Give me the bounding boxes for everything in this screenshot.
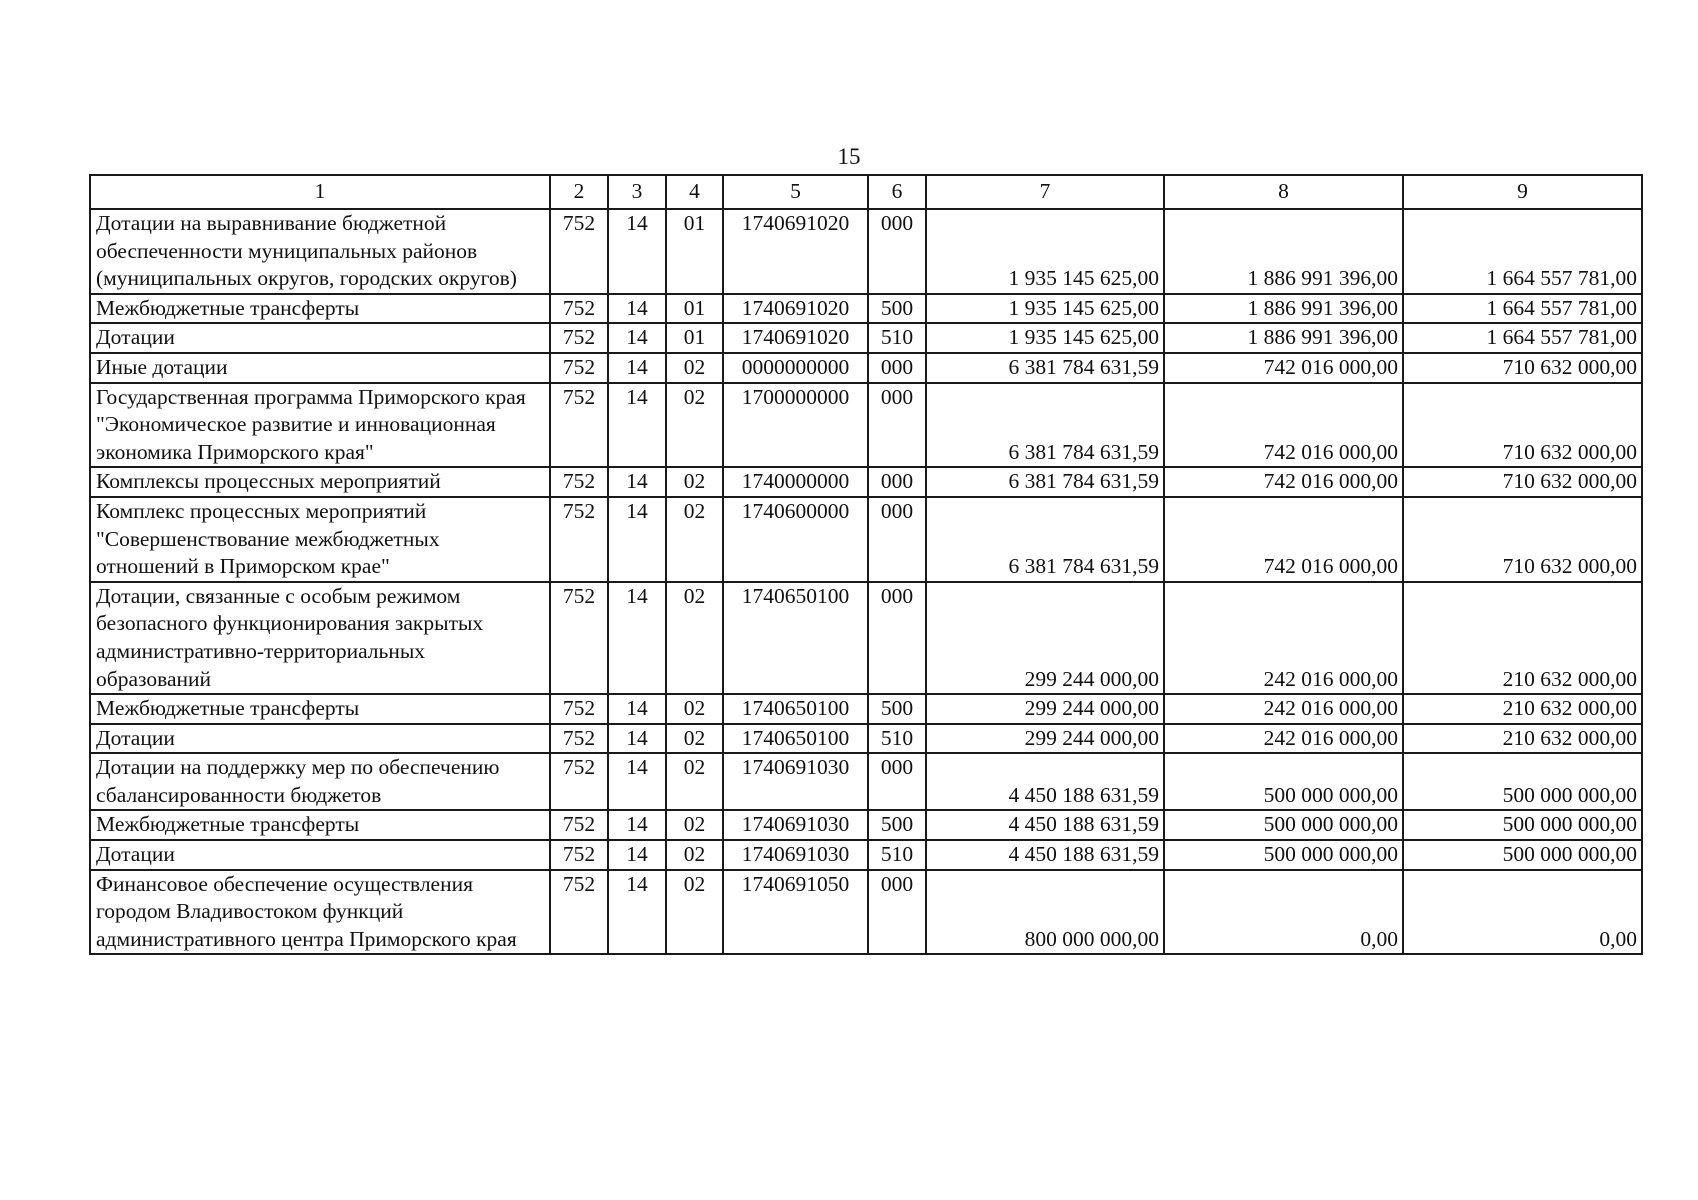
row-code-col6: 510 (868, 724, 926, 754)
row-name: Дотации (90, 323, 550, 353)
row-name: Дотации на поддержку мер по обеспечению сбалансированности бюджетов (90, 753, 550, 810)
row-code-col3: 14 (608, 724, 666, 754)
row-amount-col8: 1 886 991 396,00 (1164, 323, 1403, 353)
column-header: 9 (1403, 175, 1642, 209)
table-row (90, 582, 1642, 694)
row-amount-col7: 299 244 000,00 (926, 724, 1164, 754)
row-code-col5: 1700000000 (723, 383, 868, 468)
row-code-col3: 14 (608, 294, 666, 324)
row-code-col4: 02 (666, 870, 723, 955)
row-name: Межбюджетные трансферты (90, 694, 550, 724)
row-name: Финансовое обеспечение осуществления городом Владивостоком функций административного центра Приморского края (90, 870, 550, 955)
row-code-col5: 1740691050 (723, 870, 868, 955)
row-amount-col8: 1 886 991 396,00 (1164, 294, 1403, 324)
row-amount-col9: 500 000 000,00 (1403, 753, 1642, 810)
row-code-col5: 1740650100 (723, 582, 868, 694)
row-code-col4: 02 (666, 840, 723, 870)
row-amount-col7: 6 381 784 631,59 (926, 497, 1164, 582)
row-amount-col8: 242 016 000,00 (1164, 582, 1403, 694)
row-name: Дотации, связанные с особым режимом безопасного функционирования закрытых административно-территориальных образований (90, 582, 550, 694)
row-code-col3: 14 (608, 467, 666, 497)
row-code-col2: 752 (550, 467, 608, 497)
row-code-col5: 1740691030 (723, 840, 868, 870)
column-header: 5 (723, 175, 868, 209)
row-code-col6: 000 (868, 870, 926, 955)
row-amount-col9: 1 664 557 781,00 (1403, 323, 1642, 353)
row-name: Государственная программа Приморского края "Экономическое развитие и инновационная экономика Приморского края" (90, 383, 550, 468)
row-amount-col7: 299 244 000,00 (926, 582, 1164, 694)
row-code-col4: 02 (666, 724, 723, 754)
row-amount-col8: 742 016 000,00 (1164, 383, 1403, 468)
row-amount-col8: 0,00 (1164, 870, 1403, 955)
row-amount-col8: 242 016 000,00 (1164, 724, 1403, 754)
row-code-col5: 1740691030 (723, 810, 868, 840)
row-code-col5: 1740691020 (723, 209, 868, 294)
column-header: 4 (666, 175, 723, 209)
row-amount-col8: 500 000 000,00 (1164, 810, 1403, 840)
row-code-col2: 752 (550, 840, 608, 870)
row-amount-col9: 210 632 000,00 (1403, 582, 1642, 694)
row-name: Дотации (90, 840, 550, 870)
row-code-col2: 752 (550, 724, 608, 754)
row-code-col2: 752 (550, 294, 608, 324)
table-row (90, 383, 1642, 468)
row-amount-col9: 710 632 000,00 (1403, 467, 1642, 497)
table-row (90, 870, 1642, 955)
row-code-col3: 14 (608, 753, 666, 810)
row-code-col5: 1740650100 (723, 724, 868, 754)
row-code-col6: 000 (868, 497, 926, 582)
row-code-col4: 01 (666, 323, 723, 353)
row-amount-col9: 500 000 000,00 (1403, 840, 1642, 870)
row-amount-col7: 6 381 784 631,59 (926, 383, 1164, 468)
row-amount-col9: 1 664 557 781,00 (1403, 294, 1642, 324)
row-code-col4: 01 (666, 294, 723, 324)
row-name: Комплекс процессных мероприятий "Совершенствование межбюджетных отношений в Приморском крае" (90, 497, 550, 582)
row-code-col2: 752 (550, 582, 608, 694)
row-code-col6: 000 (868, 383, 926, 468)
row-name: Межбюджетные трансферты (90, 294, 550, 324)
row-code-col2: 752 (550, 383, 608, 468)
row-code-col4: 02 (666, 694, 723, 724)
row-amount-col9: 210 632 000,00 (1403, 694, 1642, 724)
row-code-col6: 500 (868, 294, 926, 324)
row-code-col3: 14 (608, 497, 666, 582)
row-code-col6: 510 (868, 323, 926, 353)
column-header-row (90, 175, 1642, 209)
row-amount-col8: 742 016 000,00 (1164, 497, 1403, 582)
row-name: Межбюджетные трансферты (90, 810, 550, 840)
row-code-col4: 01 (666, 209, 723, 294)
column-header: 1 (90, 175, 550, 209)
row-code-col5: 0000000000 (723, 353, 868, 383)
column-header: 6 (868, 175, 926, 209)
row-code-col5: 1740600000 (723, 497, 868, 582)
table-row (90, 840, 1642, 870)
row-amount-col8: 500 000 000,00 (1164, 840, 1403, 870)
budget-table (89, 174, 1643, 955)
column-header: 7 (926, 175, 1164, 209)
table-row (90, 323, 1642, 353)
table-row (90, 694, 1642, 724)
table-row (90, 353, 1642, 383)
row-code-col3: 14 (608, 870, 666, 955)
row-code-col4: 02 (666, 383, 723, 468)
row-name: Дотации (90, 724, 550, 754)
row-name: Комплексы процессных мероприятий (90, 467, 550, 497)
row-amount-col7: 1 935 145 625,00 (926, 323, 1164, 353)
row-code-col2: 752 (550, 870, 608, 955)
row-code-col3: 14 (608, 840, 666, 870)
row-code-col4: 02 (666, 582, 723, 694)
row-code-col3: 14 (608, 694, 666, 724)
row-amount-col9: 0,00 (1403, 870, 1642, 955)
row-code-col3: 14 (608, 582, 666, 694)
row-amount-col8: 242 016 000,00 (1164, 694, 1403, 724)
row-code-col6: 500 (868, 810, 926, 840)
row-amount-col9: 710 632 000,00 (1403, 353, 1642, 383)
row-amount-col8: 1 886 991 396,00 (1164, 209, 1403, 294)
row-code-col3: 14 (608, 353, 666, 383)
row-code-col4: 02 (666, 353, 723, 383)
row-amount-col9: 210 632 000,00 (1403, 724, 1642, 754)
row-code-col3: 14 (608, 383, 666, 468)
row-code-col6: 510 (868, 840, 926, 870)
row-amount-col9: 710 632 000,00 (1403, 383, 1642, 468)
row-code-col2: 752 (550, 209, 608, 294)
row-code-col2: 752 (550, 353, 608, 383)
row-code-col6: 500 (868, 694, 926, 724)
table-row (90, 724, 1642, 754)
row-name: Иные дотации (90, 353, 550, 383)
table-row (90, 467, 1642, 497)
row-code-col2: 752 (550, 323, 608, 353)
row-code-col2: 752 (550, 753, 608, 810)
column-header: 2 (550, 175, 608, 209)
table-row (90, 209, 1642, 294)
row-code-col3: 14 (608, 323, 666, 353)
row-amount-col9: 1 664 557 781,00 (1403, 209, 1642, 294)
row-amount-col7: 800 000 000,00 (926, 870, 1164, 955)
row-amount-col7: 4 450 188 631,59 (926, 810, 1164, 840)
row-code-col4: 02 (666, 497, 723, 582)
row-amount-col8: 500 000 000,00 (1164, 753, 1403, 810)
row-amount-col7: 4 450 188 631,59 (926, 840, 1164, 870)
row-code-col5: 1740691020 (723, 294, 868, 324)
row-code-col6: 000 (868, 353, 926, 383)
row-amount-col9: 710 632 000,00 (1403, 497, 1642, 582)
row-code-col5: 1740691030 (723, 753, 868, 810)
row-amount-col7: 299 244 000,00 (926, 694, 1164, 724)
row-code-col2: 752 (550, 810, 608, 840)
row-code-col6: 000 (868, 753, 926, 810)
row-amount-col7: 6 381 784 631,59 (926, 353, 1164, 383)
row-amount-col7: 1 935 145 625,00 (926, 209, 1164, 294)
column-header: 3 (608, 175, 666, 209)
row-code-col6: 000 (868, 209, 926, 294)
row-code-col4: 02 (666, 810, 723, 840)
row-code-col4: 02 (666, 753, 723, 810)
table-row (90, 810, 1642, 840)
row-code-col5: 1740000000 (723, 467, 868, 497)
row-amount-col9: 500 000 000,00 (1403, 810, 1642, 840)
table-row (90, 497, 1642, 582)
row-amount-col7: 4 450 188 631,59 (926, 753, 1164, 810)
row-code-col3: 14 (608, 209, 666, 294)
row-code-col3: 14 (608, 810, 666, 840)
column-header: 8 (1164, 175, 1403, 209)
row-code-col6: 000 (868, 582, 926, 694)
table-row (90, 294, 1642, 324)
row-code-col5: 1740691020 (723, 323, 868, 353)
row-code-col6: 000 (868, 467, 926, 497)
row-code-col5: 1740650100 (723, 694, 868, 724)
row-code-col2: 752 (550, 694, 608, 724)
row-amount-col7: 6 381 784 631,59 (926, 467, 1164, 497)
row-name: Дотации на выравнивание бюджетной обеспеченности муниципальных районов (муниципальных округов, городских округов) (90, 209, 550, 294)
row-code-col2: 752 (550, 497, 608, 582)
row-code-col4: 02 (666, 467, 723, 497)
page-number: 15 (837, 144, 861, 169)
row-amount-col7: 1 935 145 625,00 (926, 294, 1164, 324)
table-body (90, 175, 1642, 954)
row-amount-col8: 742 016 000,00 (1164, 467, 1403, 497)
table-row (90, 753, 1642, 810)
row-amount-col8: 742 016 000,00 (1164, 353, 1403, 383)
